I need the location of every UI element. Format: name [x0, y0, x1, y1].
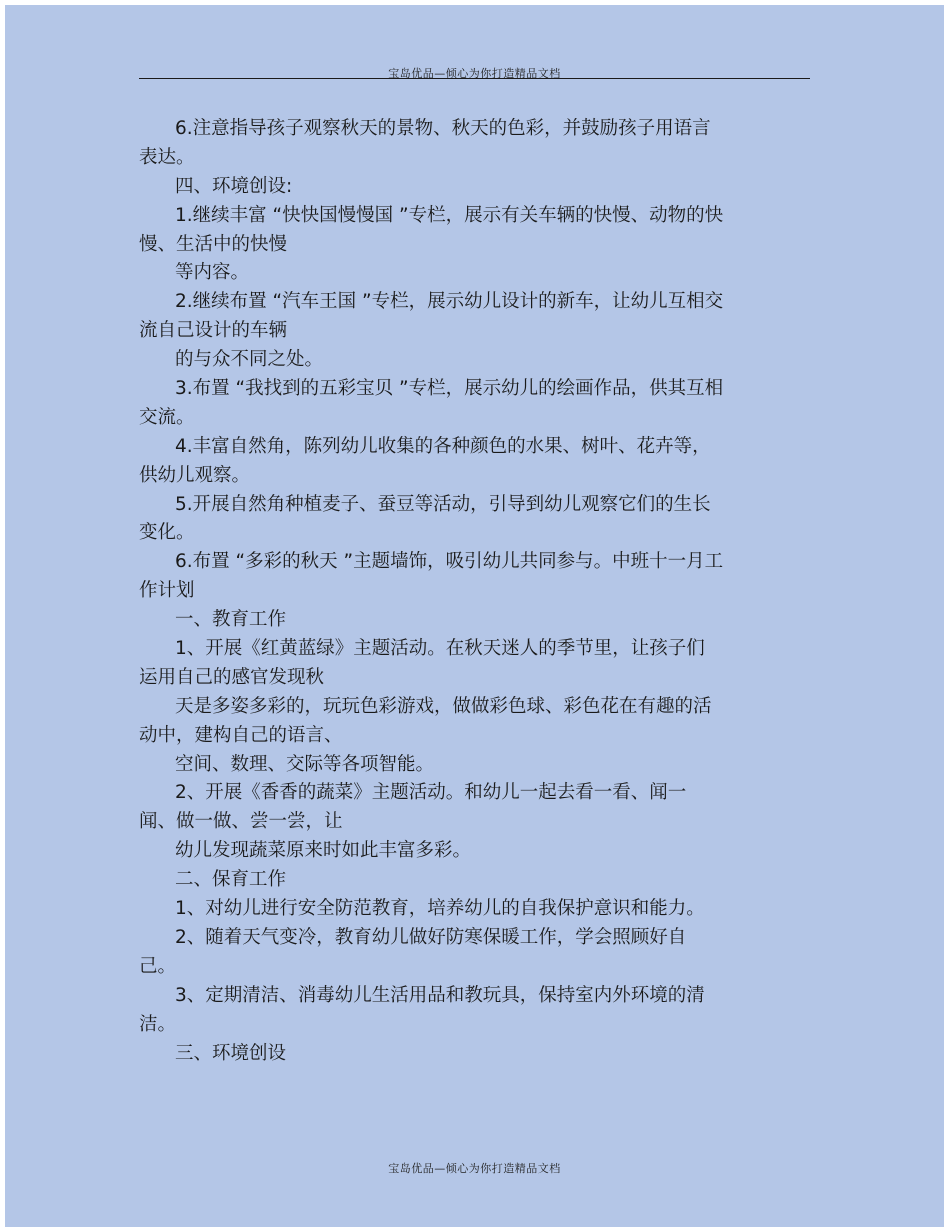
text-line: 1.继续丰富 “快快国慢慢国 ”专栏，展示有关车辆的快慢、动物的快: [175, 204, 724, 226]
document-body: [139, 115, 779, 1068]
text-line: 洁。: [139, 1013, 177, 1035]
text-line: 四、环境创设:: [175, 175, 293, 197]
text-line: 6.布置 “多彩的秋天 ”主题墙饰，吸引幼儿共同参与。中班十一月工: [175, 551, 724, 573]
text-line: 空间、数理、交际等各项智能。: [175, 753, 435, 775]
text-line: 1、对幼儿进行安全防范教育，培养幼儿的自我保护意识和能力。: [175, 898, 705, 920]
text-line: 表达。: [139, 146, 195, 168]
page-header: 宝岛优品—倾心为你打造精品文档: [388, 67, 561, 80]
text-line: 慢、生活中的快慢: [139, 233, 288, 255]
page-footer: 宝岛优品—倾心为你打造精品文档: [388, 1162, 561, 1175]
text-line: 动中，建构自己的语言、: [139, 724, 343, 746]
text-line: 天是多姿多彩的，玩玩色彩游戏，做做彩色球、彩色花在有趣的活: [175, 695, 712, 717]
text-line: 3.布置 “我找到的五彩宝贝 ”专栏，展示幼儿的绘画作品，供其互相: [175, 378, 724, 400]
text-line: 2.继续布置 “汽车王国 ”专栏，展示幼儿设计的新车，让幼儿互相交: [175, 291, 724, 313]
text-line: 供幼儿观察。: [139, 464, 251, 486]
text-line: 闻、做一做、尝一尝，让: [139, 811, 343, 833]
document-page: [5, 5, 944, 1227]
text-line: 变化。: [139, 522, 195, 544]
text-line: 2、开展《香香的蔬菜》主题活动。和幼儿一起去看一看、闻一: [175, 782, 687, 804]
text-line: 二、保育工作: [175, 869, 287, 891]
text-line: 2、随着天气变冷，教育幼儿做好防寒保暖工作，学会照顾好自: [175, 926, 687, 948]
text-line: 三、环境创设: [175, 1042, 287, 1064]
text-line: 作计划: [139, 580, 195, 602]
text-line: 的与众不同之处。: [175, 349, 324, 371]
header-divider: [139, 78, 810, 79]
text-line: 等内容。: [175, 262, 250, 284]
text-line: 4.丰富自然角，陈列幼儿收集的各种颜色的水果、树叶、花卉等，: [175, 435, 711, 457]
text-line: 6.注意指导孩子观察秋天的景物、秋天的色彩，并鼓励孩子用语言: [175, 118, 711, 139]
text-line: 己。: [139, 955, 177, 977]
text-line: 流自己设计的车辆: [139, 320, 288, 342]
text-line: 3、定期清洁、消毒幼儿生活用品和教玩具，保持室内外环境的清: [175, 984, 705, 1006]
text-line: 1、开展《红黄蓝绿》主题活动。在秋天迷人的季节里，让孩子们: [175, 638, 705, 660]
text-line: 交流。: [139, 406, 195, 428]
text-line: 运用自己的感官发现秋: [139, 666, 325, 688]
text-line: 一、教育工作: [175, 609, 287, 631]
text-line: 幼儿发现蔬菜原来时如此丰富多彩。: [175, 840, 472, 862]
text-line: 5.开展自然角种植麦子、蚕豆等活动，引导到幼儿观察它们的生长: [175, 493, 711, 515]
